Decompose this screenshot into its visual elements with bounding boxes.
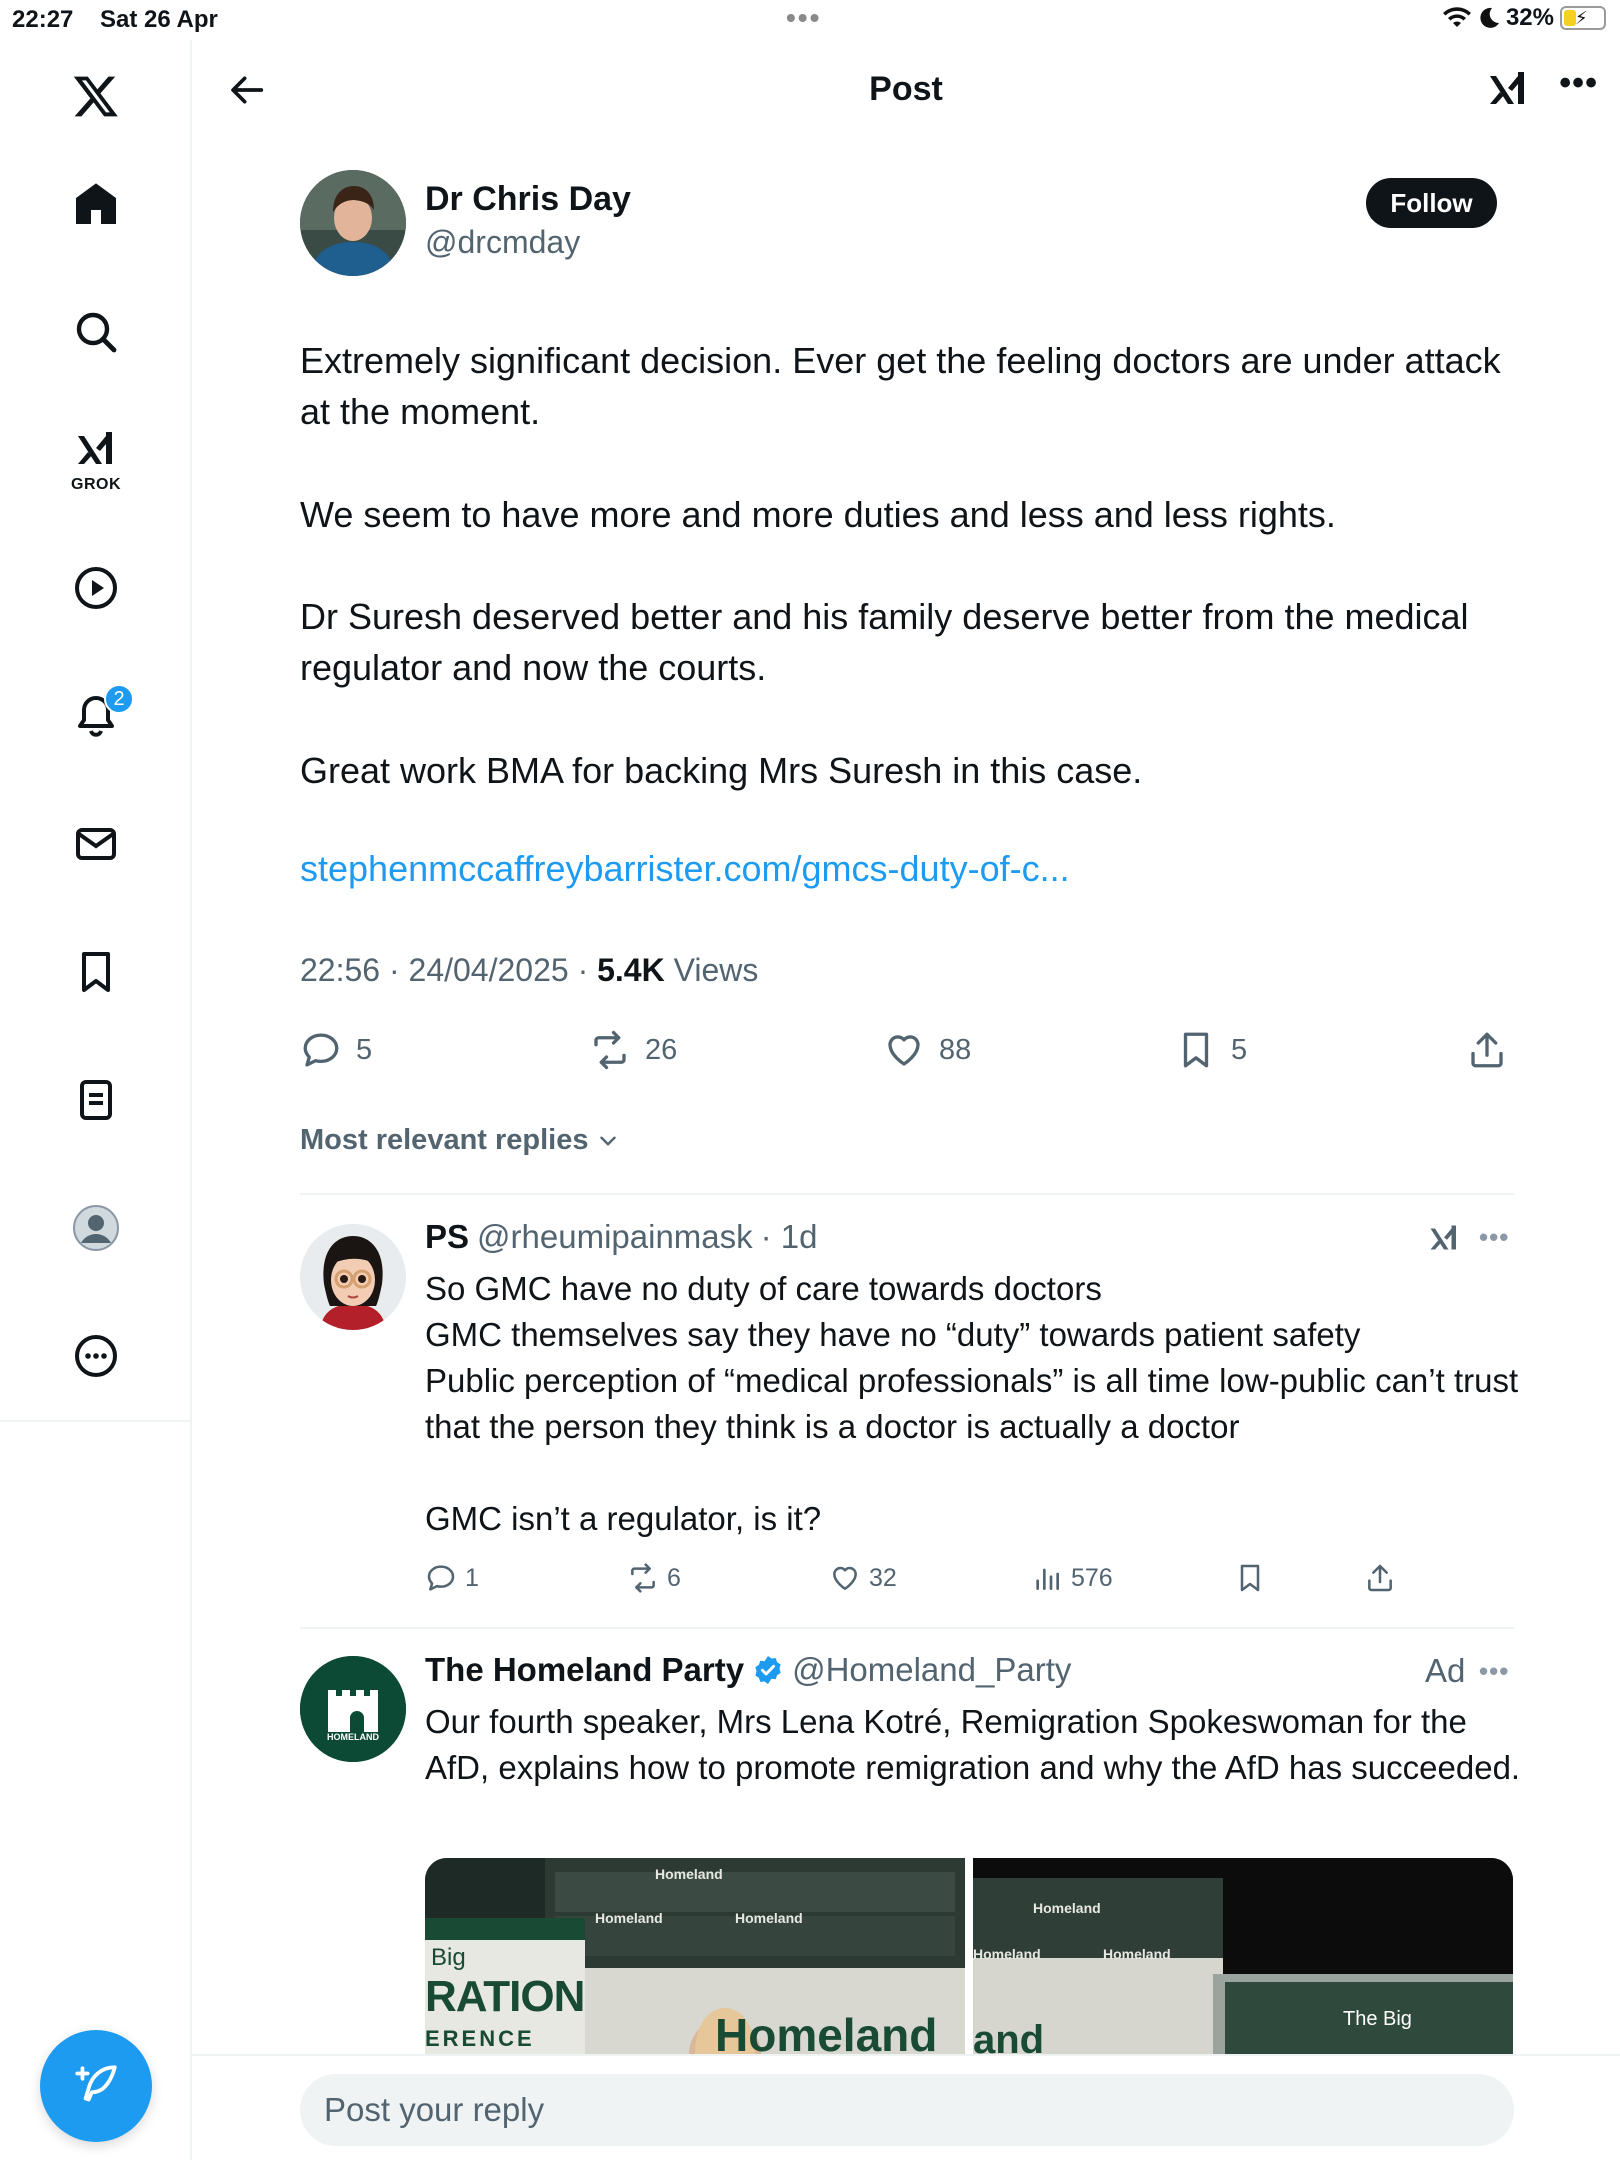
post-paragraph-2: We seem to have more and more duties and less and less rights. — [300, 494, 1336, 535]
reply-share-action[interactable] — [1364, 1562, 1396, 1594]
status-time: 22:27 — [12, 6, 74, 33]
notifications-bell-icon[interactable] — [66, 686, 126, 746]
messages-mail-icon[interactable] — [66, 814, 126, 874]
replies-sort-dropdown[interactable] — [300, 1124, 621, 1157]
reply-action[interactable] — [300, 1029, 372, 1071]
x-logo-icon[interactable] — [66, 66, 126, 126]
post-meta — [300, 952, 758, 989]
media-right-sign: The Big — [1343, 2008, 1412, 2030]
bookmark-icon — [1175, 1029, 1217, 1071]
video-play-icon[interactable] — [66, 558, 126, 618]
bookmark-count: 5 — [1231, 1033, 1248, 1066]
repost-count: 26 — [645, 1033, 678, 1066]
grok-header-button[interactable] — [1484, 66, 1532, 119]
homeland-avatar[interactable] — [300, 1656, 406, 1762]
media-left-banner-big: Homeland — [715, 2009, 938, 2054]
views-bar-chart-icon — [1031, 1562, 1063, 1594]
ad-author-handle[interactable]: @Homeland_Party — [792, 1651, 1072, 1688]
play-svg — [72, 564, 120, 612]
reply-time[interactable]: · 1d — [760, 1218, 818, 1255]
post-header — [192, 40, 1620, 140]
wifi-icon — [1442, 6, 1472, 30]
like-action[interactable] — [883, 1029, 971, 1071]
battery-percent: 32% — [1505, 4, 1554, 31]
reply-bookmark-action[interactable] — [1234, 1562, 1266, 1594]
media-right-banner-2: Homeland — [973, 1946, 1041, 1962]
ad-label: Ad — [1425, 1652, 1466, 1689]
reply-grok-button[interactable] — [1426, 1221, 1462, 1262]
reply-text-line-4: GMC isn’t a regulator, is it? — [425, 1500, 822, 1537]
post-paragraph-1: Extremely significant decision. Ever get the feeling doctors are under attack at the moment. — [300, 340, 1501, 432]
profile-avatar-icon[interactable] — [66, 1198, 126, 1258]
reply-avatar[interactable] — [300, 1224, 406, 1330]
post-link[interactable]: stephenmccaffreybarrister.com/gmcs-duty-of-c... — [300, 848, 1070, 889]
reply-more-icon[interactable]: ••• — [1479, 1222, 1510, 1252]
replies-sort-label: Most relevant replies — [300, 1124, 589, 1156]
ad-more-icon[interactable]: ••• — [1479, 1656, 1510, 1686]
reply-reply-action[interactable] — [425, 1562, 479, 1594]
reply-views-action[interactable] — [1031, 1562, 1113, 1594]
post-paragraph-3: Dr Suresh deserved better and his family deserve better from the medical regulator and now the courts. — [300, 596, 1469, 688]
bookmarks-icon[interactable] — [66, 942, 126, 1002]
repost-icon-small — [627, 1562, 659, 1594]
share-upload-icon — [1466, 1029, 1508, 1071]
mail-svg — [72, 820, 120, 868]
media-left-banner-2: Homeland — [595, 1910, 663, 1926]
reply-bubble-icon-small — [425, 1562, 457, 1594]
home-icon[interactable] — [66, 174, 126, 234]
heart-icon-small — [829, 1562, 861, 1594]
grok-svg — [72, 426, 120, 474]
bookmark-svg — [72, 948, 120, 996]
reply-avatar-image — [300, 1224, 406, 1330]
ad-header — [425, 1651, 1071, 1689]
status-bar — [0, 0, 1620, 40]
ad-media-right[interactable] — [973, 1858, 1513, 2054]
share-icon-small — [1364, 1562, 1396, 1594]
page-title: Post — [869, 70, 943, 108]
reply-bar — [192, 2054, 1620, 2160]
like-count: 88 — [939, 1033, 972, 1066]
views-label: Views — [664, 952, 759, 988]
compose-post-button[interactable] — [40, 2030, 152, 2142]
author-handle[interactable]: @drcmday — [425, 224, 581, 260]
bookmark-action[interactable] — [1175, 1029, 1247, 1071]
homeland-avatar-text: HOMELAND — [327, 1732, 379, 1742]
replies-divider-2 — [300, 1627, 1514, 1629]
media-left-banner-1: Homeland — [655, 1866, 723, 1882]
home-svg — [72, 180, 120, 228]
reply-author-name[interactable]: PS — [425, 1218, 470, 1255]
reply-text-line-1: So GMC have no duty of care towards doctors — [425, 1270, 1102, 1307]
status-right — [1442, 4, 1606, 32]
reply-reply-count: 1 — [465, 1563, 479, 1592]
more-svg — [72, 1332, 120, 1380]
replies-divider-top — [300, 1193, 1514, 1195]
author-name[interactable]: Dr Chris Day — [425, 180, 631, 218]
grok-small-icon — [1426, 1221, 1462, 1257]
more-options-icon[interactable] — [66, 1326, 126, 1386]
multitasking-dots-icon[interactable]: ••• — [786, 2, 822, 33]
notification-badge: 2 — [104, 684, 134, 714]
media-right-banner-3: Homeland — [1103, 1946, 1171, 1962]
x-logo-svg — [72, 72, 120, 120]
reply-text-line-2: GMC themselves say they have no “duty” towards patient safety — [425, 1316, 1361, 1353]
grok-icon[interactable] — [66, 420, 126, 480]
lists-icon[interactable] — [66, 1070, 126, 1130]
views-count: 5.4K — [597, 952, 665, 988]
media-left-sign-1: Big — [431, 1944, 466, 1971]
reply-count: 5 — [356, 1033, 373, 1066]
author-avatar[interactable] — [300, 170, 406, 276]
media-left-sign-3: ERENCE — [425, 2026, 535, 2051]
chevron-down-icon — [595, 1128, 621, 1154]
heart-icon — [883, 1029, 925, 1071]
media-right-partial-text: and — [973, 2018, 1045, 2054]
bookmark-icon-small — [1234, 1562, 1266, 1594]
status-date: Sat 26 Apr — [100, 6, 218, 33]
media-left-sign-2: RATION — [425, 1972, 585, 2021]
reply-repost-action[interactable] — [627, 1562, 681, 1594]
header-more-icon[interactable]: ••• — [1559, 64, 1598, 102]
compose-feather-icon — [71, 2061, 121, 2111]
reply-text-line-3: Public perception of “medical professionals” is all time low-public can’t trust that the person they think is a doctor is actually a doctor — [425, 1362, 1519, 1445]
sidebar — [0, 40, 192, 2160]
post-paragraph-4: Great work BMA for backing Mrs Suresh in this case. — [300, 750, 1143, 791]
grok-header-icon — [1484, 66, 1532, 114]
verified-badge-icon — [752, 1654, 784, 1686]
moon-icon — [1478, 6, 1500, 30]
repost-action[interactable] — [589, 1029, 677, 1071]
reply-views-count: 576 — [1071, 1563, 1113, 1592]
reply-header — [425, 1218, 818, 1256]
reply-like-count: 32 — [869, 1563, 897, 1592]
reply-bubble-icon — [300, 1029, 342, 1071]
castle-logo-icon — [300, 1656, 406, 1762]
media-left-banner-3: Homeland — [735, 1910, 803, 1926]
follow-button[interactable]: Follow — [1366, 178, 1497, 228]
media-right-banner-1: Homeland — [1033, 1900, 1101, 1916]
repost-icon — [589, 1029, 631, 1071]
share-action[interactable] — [1466, 1029, 1508, 1071]
reply-author-handle[interactable]: @rheumipainmask — [477, 1218, 753, 1255]
reply-repost-count: 6 — [667, 1563, 681, 1592]
battery-icon — [1560, 6, 1606, 30]
author-avatar-image — [300, 170, 406, 276]
ad-author-name[interactable]: The Homeland Party — [425, 1651, 745, 1688]
post-reply-input[interactable] — [300, 2074, 1514, 2146]
lists-svg — [72, 1076, 120, 1124]
search-icon[interactable] — [66, 302, 126, 362]
grok-label: GROK — [71, 476, 121, 493]
ad-media-left[interactable] — [425, 1858, 965, 2054]
sidebar-divider — [0, 1420, 192, 1422]
profile-svg — [72, 1204, 120, 1252]
charging-bolt-icon: ⚡ — [1575, 7, 1588, 28]
reply-like-action[interactable] — [829, 1562, 897, 1594]
ad-media-right-image — [973, 1858, 1513, 2054]
ad-text: Our fourth speaker, Mrs Lena Kotré, Remigration Spokeswoman for the AfD, explains how to promote remigration and why the AfD has succeeded. — [425, 1703, 1521, 1786]
search-svg — [72, 308, 120, 356]
post-timestamp[interactable]: 22:56 · 24/04/2025 · — [300, 952, 598, 988]
